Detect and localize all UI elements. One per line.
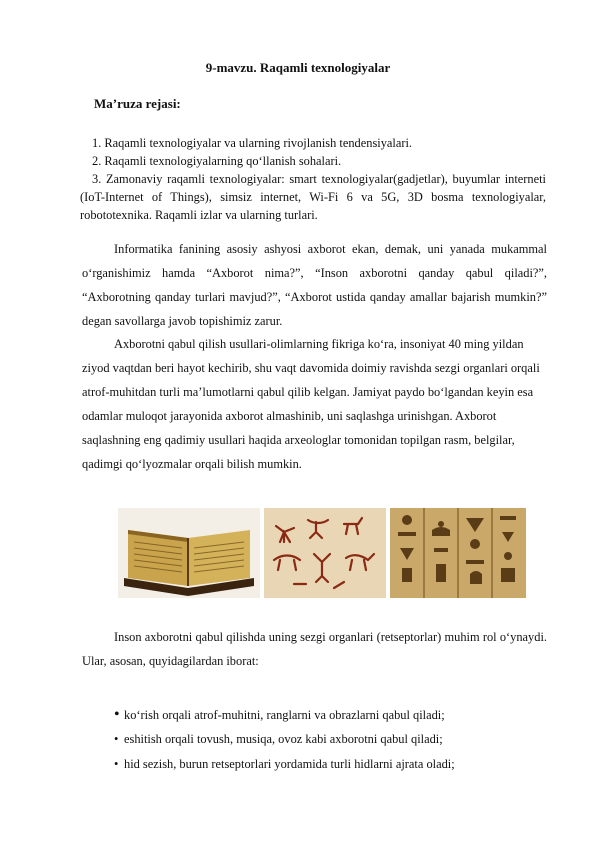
plan-item: 3. Zamonaviy raqamli texnologiyalar: smart texnologiyalar(gadjetlar), buyumlar interneti (IoT-Internet of Things), simsiz internet, Wi-Fi 6 va 5G, 3D bosma texnologiyalar, robototexnika. Raqamli izlar va ularning turlari.	[80, 172, 546, 222]
paragraph: Axborotni qabul qilish usullari-olimlarning fikriga ko‘ra, insoniyat 40 ming yildan ziyod vaqtdan beri hayot kechirib, shu vaqt davomida doimiy ravishda sezgi organlari orqali atrof-muhitdan turli ma’lumotlarni qabul qilib kelgan. Jamiyat paydo bo‘lgandan keyin esa odamlar muloqot jarayonida axborot almashinib, uni saqlashga urinishgan. Axborot saqlashning eng qadimiy usullari haqida arxeologlar tomonidan topilgan rasm, belgilar, qadimgi qo‘lyozmalar orqali bilish mumkin.	[82, 337, 540, 471]
list-item-text: hid sezish, burun retseptorlari yordamida turli hidlarni ajrata oladi;	[124, 757, 455, 771]
bullet-list	[114, 702, 544, 777]
paragraph: Inson axborotni qabul qilishda uning sezgi organlari (retseptorlar) muhim rol o‘ynaydi. Ular, asosan, quyidagilardan iborat:	[82, 630, 547, 668]
lecture-plan-heading: Ma’ruza rejasi:	[94, 96, 181, 111]
plan-item: 1. Raqamli texnologiyalar va ularning rivojlanish tendensiyalari.	[92, 136, 413, 150]
hieroglyphs-image	[390, 508, 526, 598]
list-item	[114, 727, 544, 752]
list-item	[114, 702, 544, 727]
list-item	[114, 752, 544, 777]
cave-painting-image	[264, 508, 386, 598]
plan-item: 2. Raqamli texnologiyalarning qo‘llanish sohalari.	[92, 154, 342, 168]
bullet-icon: •	[114, 706, 120, 723]
bullet-icon: •	[114, 732, 119, 746]
list-item-text: ko‘rish orqali atrof-muhitni, ranglarni va obrazlarni qabul qiladi;	[124, 708, 445, 722]
page-title: 9-mavzu. Raqamli texnologiyalar	[205, 60, 391, 75]
illustration-strip	[118, 508, 526, 598]
ancient-book-image	[118, 508, 260, 598]
list-item-text: eshitish orqali tovush, musiqa, ovoz kabi axborotni qabul qiladi;	[124, 732, 443, 746]
lecture-plan-list	[80, 134, 546, 224]
paragraph: Informatika fanining asosiy ashyosi axborot ekan, demak, uni yanada mukammal o‘rganishimiz hamda “Axborot nima?”, “Inson axborotni qanday qabul qiladi?”, “Axborotning qanday turlari mavjud?”, “Axborot ustida qanday amallar bajarish mumkin?” degan savollarga javob topishimiz zarur.	[82, 242, 547, 328]
bullet-icon: •	[114, 757, 119, 771]
